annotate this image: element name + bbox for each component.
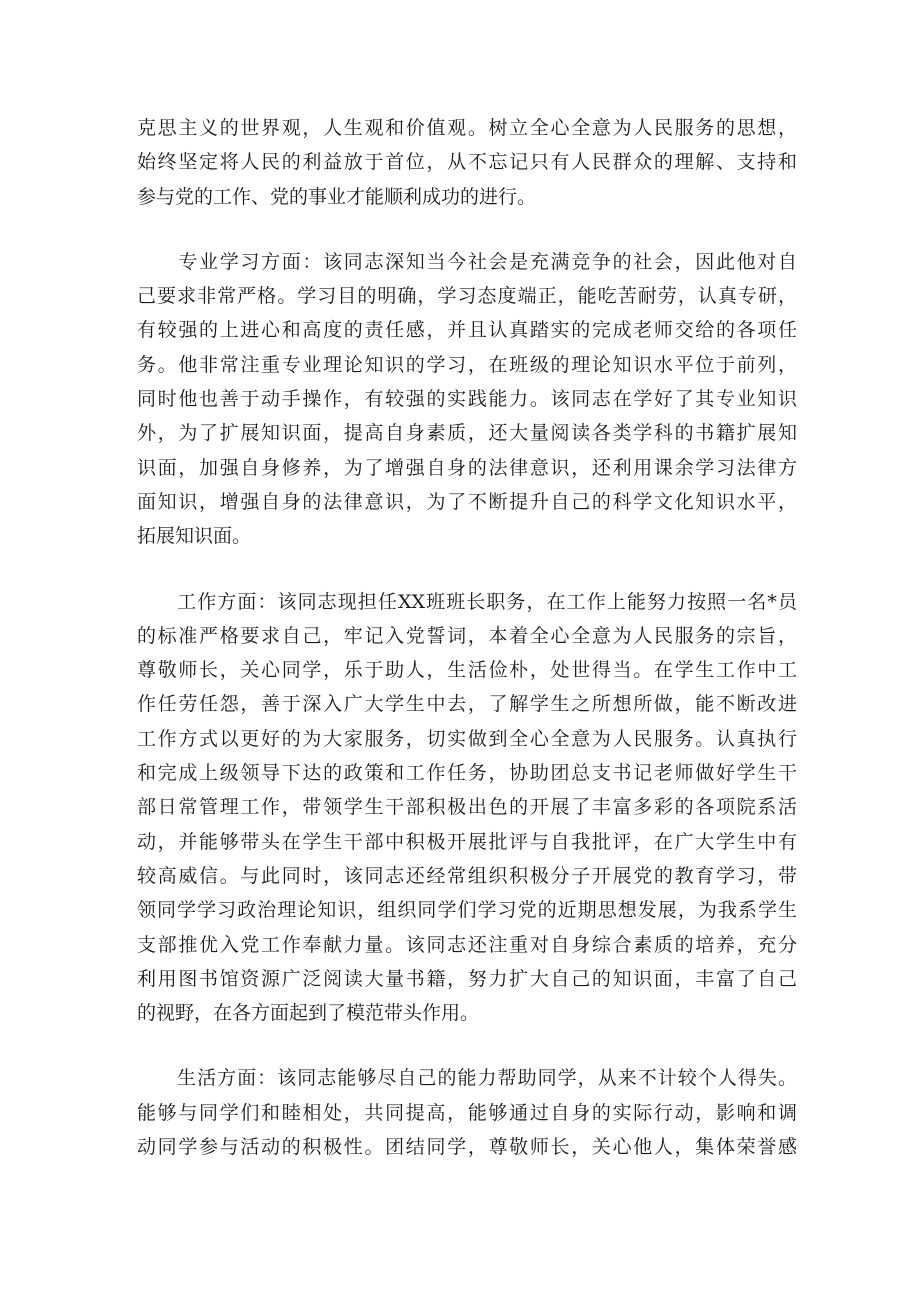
paragraph-spacer [137, 214, 797, 245]
text-line: 专业学习方面：该同志深知当今社会是充满竞争的社会，因此他对自 [137, 250, 797, 273]
text-line: 始终坚定将人民的利益放于首位，从不忘记只有人民群众的理解、支持和 [137, 151, 797, 174]
text-line: 部日常管理工作，带领学生干部积极出色的开展了丰富多彩的各项院系活 [137, 796, 797, 819]
text-line: 作任劳任怨，善于深入广大学生中去，了解学生之所想所做，能不断改进 [137, 693, 797, 716]
text-line: 己要求非常严格。学习目的明确，学习态度端正，能吃苦耐劳，认真专研， [137, 285, 797, 308]
text-line: 外，为了扩展知识面，提高自身素质，还大量阅读各类学科的书籍扩展知 [137, 422, 797, 445]
paragraph-life [137, 1061, 797, 1164]
paragraph-worldview [137, 111, 797, 214]
text-line: 参与党的工作、党的事业才能顺利成功的进行。 [137, 185, 537, 208]
paragraph-study [137, 245, 797, 554]
text-line: 面知识，增强自身的法律意识，为了不断提升自己的科学文化知识水平， [137, 490, 797, 513]
text-line: 动同学参与活动的积极性。团结同学，尊敬师长，关心他人，集体荣誉感 [137, 1136, 797, 1159]
text-line: 能够与同学们和睦相处，共同提高，能够通过自身的实际行动，影响和调 [137, 1101, 797, 1124]
paragraph-work [137, 585, 797, 1031]
text-line: 尊敬师长，关心同学，乐于助人，生活俭朴，处世得当。在学生工作中工 [137, 659, 797, 682]
document-body [137, 111, 797, 1164]
text-line: 动，并能够带头在学生干部中积极开展批评与自我批评，在广大学生中有 [137, 830, 797, 853]
paragraph-spacer [137, 554, 797, 585]
text-line: 利用图书馆资源广泛阅读大量书籍，努力扩大自己的知识面，丰富了自己 [137, 967, 797, 990]
text-line: 领同学学习政治理论知识，组织同学们学习党的近期思想发展，为我系学生 [137, 899, 797, 922]
text-line: 较高威信。与此同时，该同志还经常组织积极分子开展党的教育学习，带 [137, 864, 797, 887]
text-line: 克思主义的世界观，人生观和价值观。树立全心全意为人民服务的思想， [137, 117, 797, 139]
text-line: 的标准严格要求自己，牢记入党誓词，本着全心全意为人民服务的宗旨， [137, 624, 797, 647]
text-line: 有较强的上进心和高度的责任感，并且认真踏实的完成老师交给的各项任 [137, 319, 797, 342]
text-line: 识面，加强自身修养，为了增强自身的法律意识，还利用课余学习法律方 [137, 456, 797, 479]
text-line: 工作方面：该同志现担任XX班班长职务，在工作上能努力按照一名*员 [137, 590, 797, 613]
text-line: 和完成上级领导下达的政策和工作任务，协助团总支书记老师做好学生干 [137, 762, 797, 785]
text-line: 的视野，在各方面起到了模范带头作用。 [137, 1002, 480, 1025]
text-line: 工作方式以更好的为大家服务，切实做到全心全意为人民服务。认真执行 [137, 727, 797, 750]
text-line: 拓展知识面。 [137, 525, 252, 548]
text-line: 同时他也善于动手操作，有较强的实践能力。该同志在学好了其专业知识 [137, 388, 797, 411]
text-line: 务。他非常注重专业理论知识的学习，在班级的理论知识水平位于前列， [137, 353, 797, 376]
paragraph-spacer [137, 1030, 797, 1061]
text-line: 支部推优入党工作奉献力量。该同志还注重对自身综合素质的培养，充分 [137, 933, 797, 956]
text-line: 生活方面：该同志能够尽自己的能力帮助同学，从来不计较个人得失。 [137, 1067, 797, 1090]
